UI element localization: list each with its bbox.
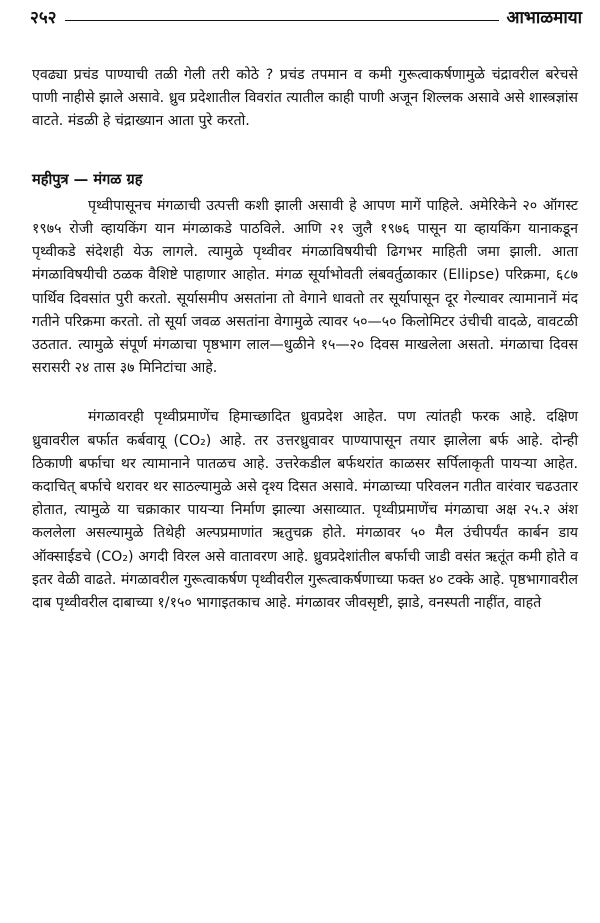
page-number: २५२ [30, 8, 57, 28]
book-title: आभाळमाया [506, 8, 582, 28]
paragraph-moon-water: एवढ्या प्रचंड पाण्याची तळी गेली तरी कोठे ? प्रचंड तपमान व कमी गुरूत्वाकर्षणामुळे चंद्रावरील बरेचसे पाणी नाहीसे झाले असावे. ध्रुव प्रदेशातील विवरांत त्यातील काही पाणी अजून शिल्लक असावे असे शास्त्रज्ञांस वाटते. मंडळी हे चंद्राख्यान आता पुरे करतो. [32, 67, 578, 130]
paragraph-mars-intro: पृथ्वीपासूनच मंगळाची उत्पत्ती कशी झाली असावी हे आपण मागें पाहिले. अमेरिकेने २० ऑगस्ट १९७५ रोजी व्हायकिंग यान मंगळाकडे पाठविले. आणि २१ जुलै १९७६ पासून या व्हायकिंग यानाकडून पृथ्वीकडे संदेशही येऊ लागले. त्यामुळे पृथ्वीवर मंगळाविषयीची ढिगभर माहिती जमा झाली. आता मंगळाविषयीची ठळक वैशिष्टे पाहाणार आहोत. मंगळ सूर्याभोवती लंबवर्तुळाकार (Ellipse) परिक्रमा, ६८७ पार्थिव दिवसांत पुरी करतो. सूर्यासमीप असतांना तो वेगाने धावतो तर सूर्यापासून दूर गेल्यावर त्यामानानें मंद गतीने परिक्रमा करतो. तो सूर्या जवळ असतांना वेगामुळे त्यावर ५०—५० किलोमिटर उंचीची वादळे, वावटळी उठतात. त्यामुळे संपूर्ण मंगळाचा पृष्ठभाग लाल—धुळीने १५—२० दिवस माखलेला असतो. मंगळाचा दिवस सरासरी २४ तास ३७ मिनिटांचा आहे. [32, 197, 578, 377]
paragraph-gap [32, 380, 578, 406]
header-rule [65, 20, 499, 21]
page-header [30, 2, 582, 28]
section-heading: महीपुत्र — मंगळ ग्रह [32, 170, 143, 188]
page-body [32, 64, 578, 615]
paragraph-mars-poles: मंगळावरही पृथ्वीप्रमाणेंच हिमाच्छादित ध्रुवप्रदेश आहेत. पण त्यांतही फरक आहे. दक्षिण ध्रुवावरील बर्फात कर्बवायू (CO₂) आहे. तर उत्तरध्रुवावर पाण्यापासून तयार झालेला बर्फ आहे. दोन्ही ठिकाणी बर्फाचा थर त्यामानाने पातळच आहे. उत्तरेकडील बर्फथरांत काळसर सर्पिलाकृती पायऱ्या आहेत. कदाचित् बर्फाचे थरावर थर साठल्यामुळे असे दृश्य दिसत असावे. मंगळाच्या परिवलन गतीत वारंवार चढउतार होतात, त्यामुळे या चक्राकार पायऱ्या निर्माण झाल्या असाव्यात. पृथ्वीप्रमाणेंच मंगळाचा अक्ष २५.२ अंश कललेला असल्यामुळे तिथेही अल्पप्रमाणांत ऋतुचक्र होते. मंगळावर ५० मैल उंचीपर्यंत कार्बन डाय ऑक्साईडचे (CO₂) अगदी विरल असे वातावरण आहे. ध्रुवप्रदेशांतील बर्फाची जाडी वसंत ऋतूंत कमी होते व इतर वेळी वाढते. मंगळावरील गुरूत्वाकर्षण पृथ्वीवरील गुरूत्वाकर्षणाच्या फक्त ४० टक्के आहे. पृष्ठभागावरील दाब पृथ्वीवरील दाबाच्या १/१५० भागाइतकाच आहे. मंगळावर जीवसृष्टी, झाडे, वनस्पती नाहींत, वाहते [32, 409, 578, 612]
